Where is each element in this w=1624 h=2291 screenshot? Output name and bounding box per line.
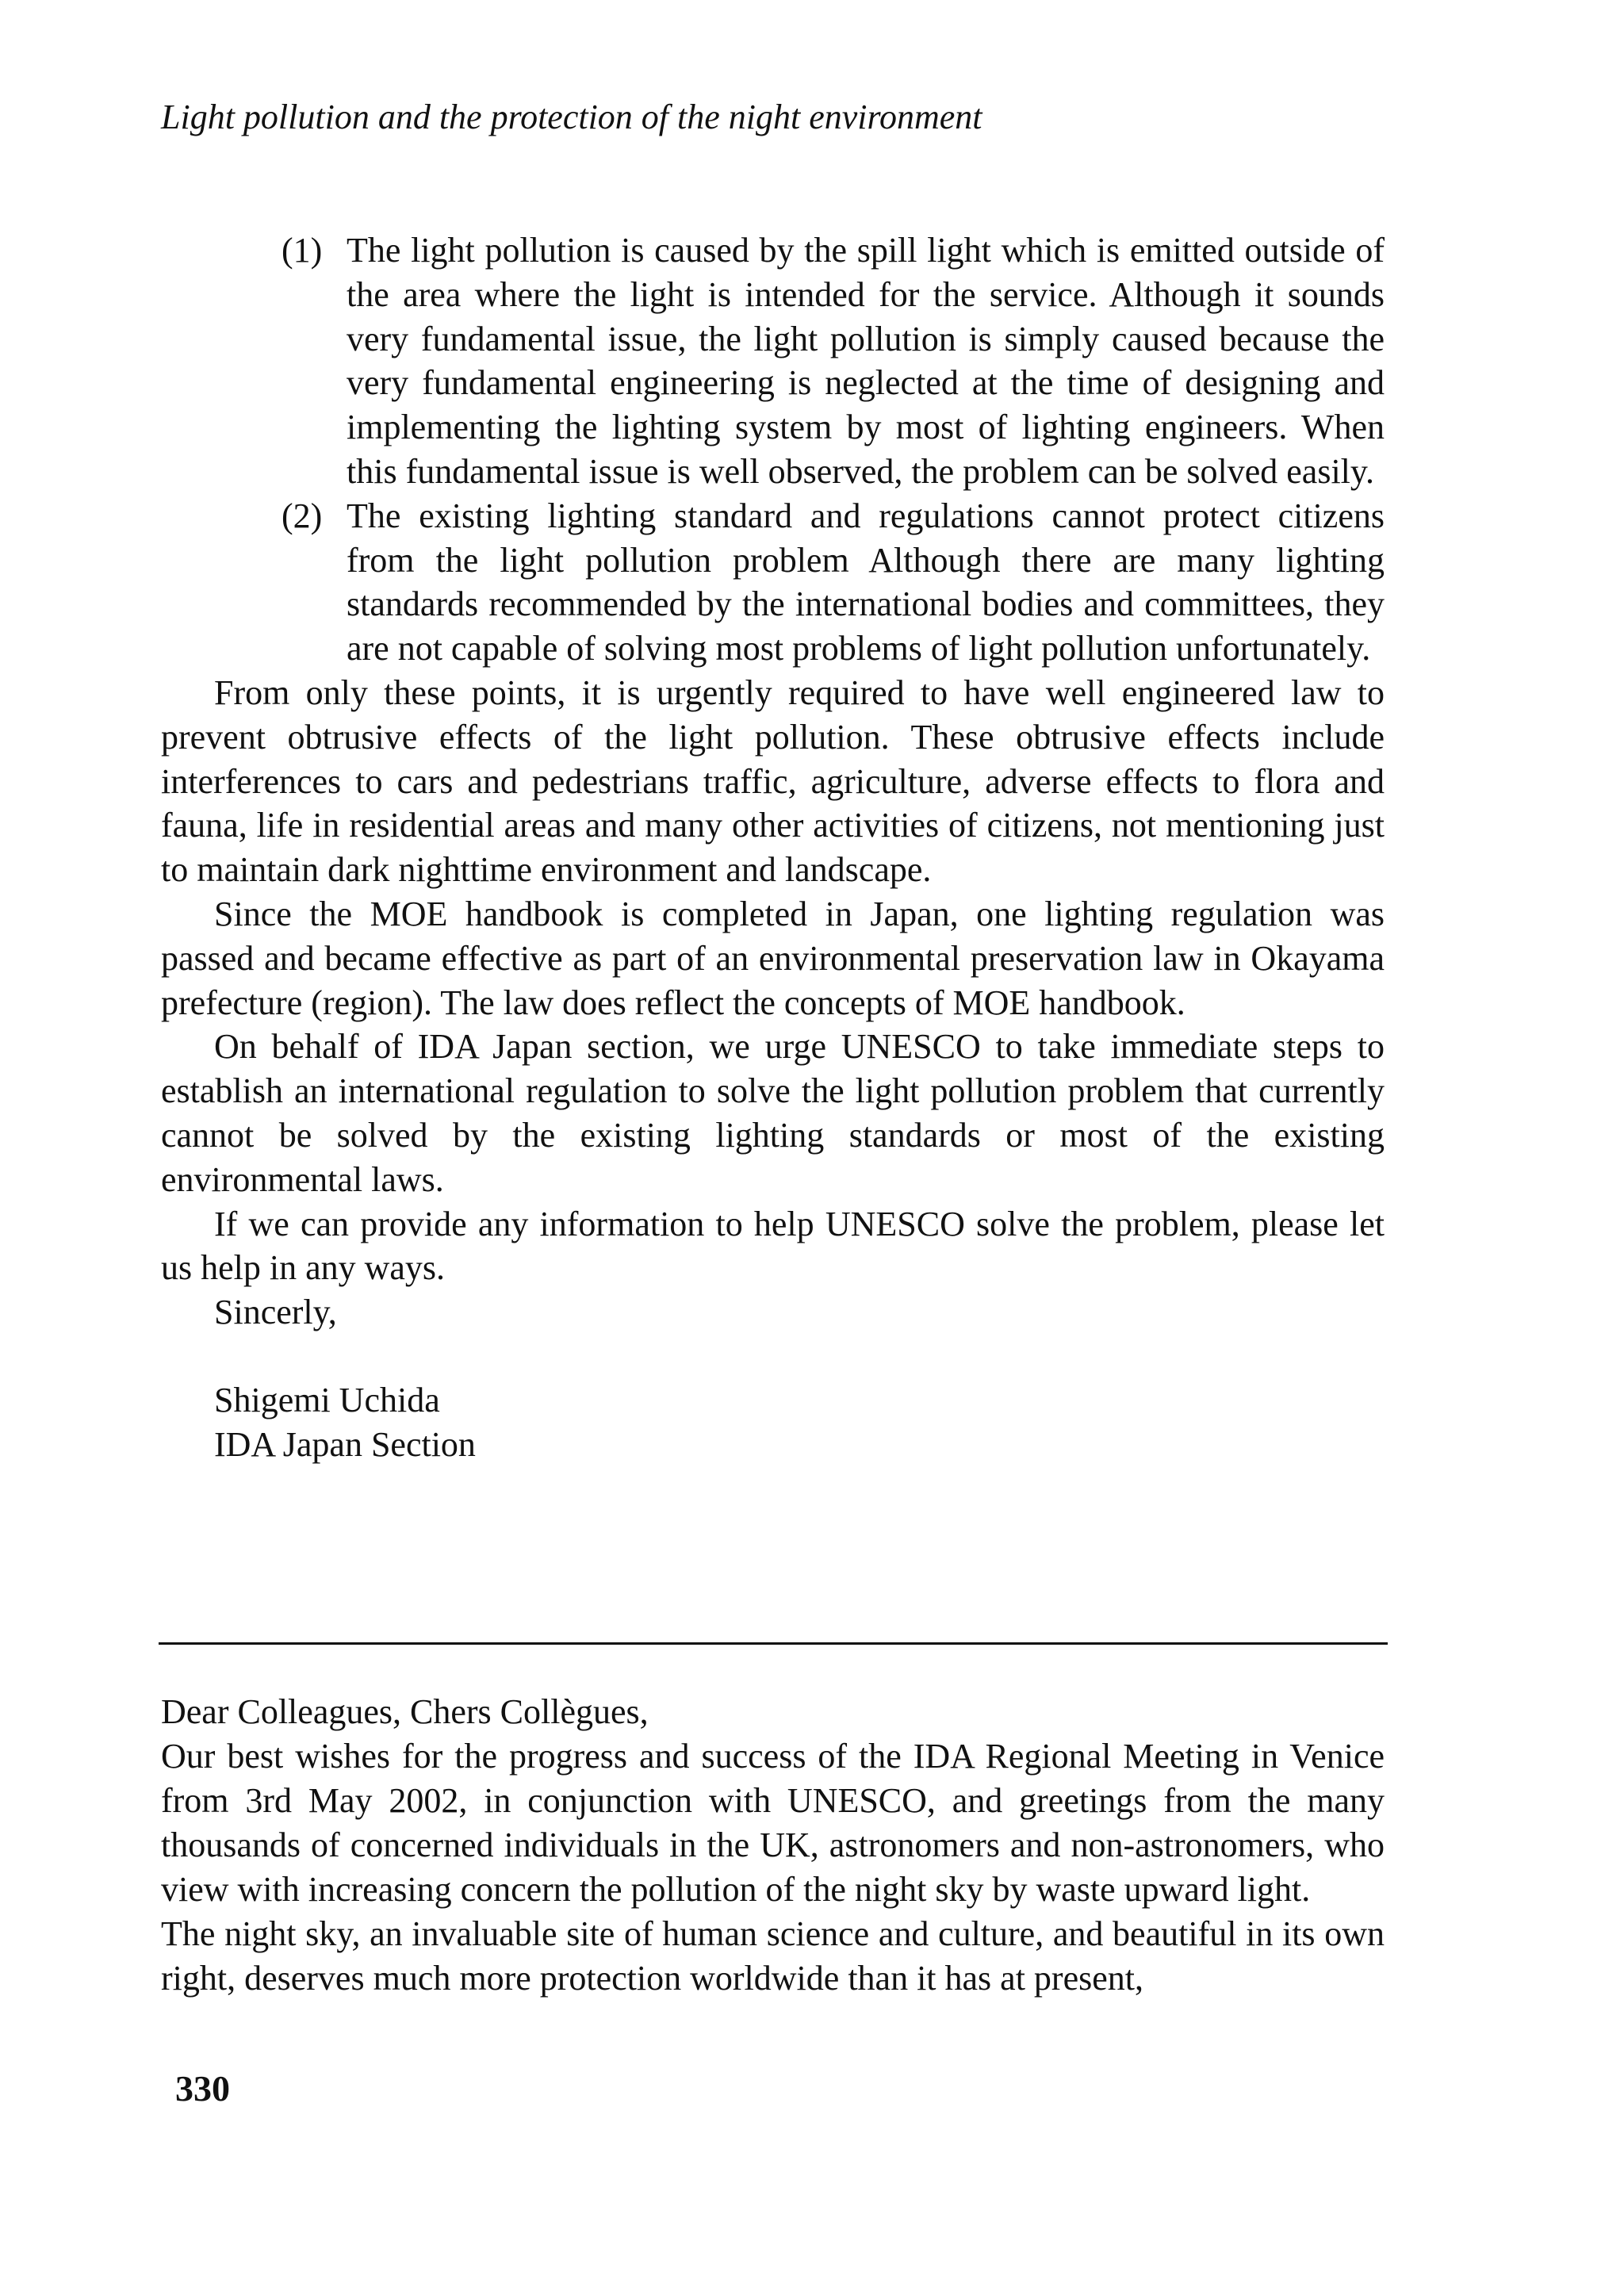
list-item-text: The light pollution is caused by the spill light which is emitted outside of the area where the light is intended for the service. Although it sounds very fundamental issue, the light pollution is simply caused because the very fundamental engineering is neglected at the time of designing and implementing the lighting system by most of lighting engineers. When this fundamental issue is well observed, the problem can be solved easily. <box>347 231 1385 491</box>
body-paragraph: Our best wishes for the progress and success of the IDA Regional Meeting in Venice from 3rd May 2002, in conjunction with UNESCO, and greetings from the many thousands of concerned individuals in the UK, astronomers and non-astronomers, who view with increasing concern the pollution of the night sky by waste upward light. <box>161 1737 1385 1909</box>
body-paragraph: If we can provide any information to help UNESCO solve the problem, please let us help in any ways. <box>161 1204 1385 1288</box>
letter-uk-greetings <box>161 1690 1385 2001</box>
body-paragraph: On behalf of IDA Japan section, we urge UNESCO to take immediate steps to establish an international regulation to solve the light pollution problem that currently cannot be solved by the existing lighting standards or most of the existing environmental laws. <box>161 1027 1385 1199</box>
section-divider <box>159 1642 1388 1645</box>
signature-organization: IDA Japan Section <box>214 1424 476 1464</box>
salutation: Dear Colleagues, Chers Collègues, <box>161 1692 649 1731</box>
closing-line: Sincerly, <box>214 1293 337 1332</box>
list-item-number: (1) <box>282 231 323 270</box>
numbered-list <box>161 228 1385 671</box>
running-header: Light pollution and the protection of the night environment <box>161 98 982 136</box>
body-paragraph: The night sky, an invaluable site of human science and culture, and beautiful in its own right, deserves much more protection worldwide than it has at present, <box>161 1914 1385 1998</box>
page-number: 330 <box>175 2068 230 2109</box>
list-item <box>161 228 1385 494</box>
list-item-number: (2) <box>282 496 323 535</box>
letter-ida-japan <box>161 228 1385 1467</box>
signature-name: Shigemi Uchida <box>214 1380 440 1419</box>
list-item <box>161 494 1385 671</box>
body-paragraph: From only these points, it is urgently required to have well engineered law to prevent obtrusive effects of the light pollution. These obtrusive effects include interferences to cars and pedestrians traffic, agriculture, adverse effects to flora and fauna, life in residential areas and many other activities of citizens, not mentioning just to maintain dark nighttime environment and landscape. <box>161 672 1385 890</box>
body-paragraph: Since the MOE handbook is completed in Japan, one lighting regulation was passed and became effective as part of an environmental preservation law in Okayama prefecture (region). The law does reflect the concepts of MOE handbook. <box>161 894 1385 1022</box>
list-item-text: The existing lighting standard and regulations cannot protect citizens from the light pollution problem Although there are many lighting standards recommended by the international bodies and committees, they are not capable of solving most problems of light pollution unfortunately. <box>347 496 1385 669</box>
